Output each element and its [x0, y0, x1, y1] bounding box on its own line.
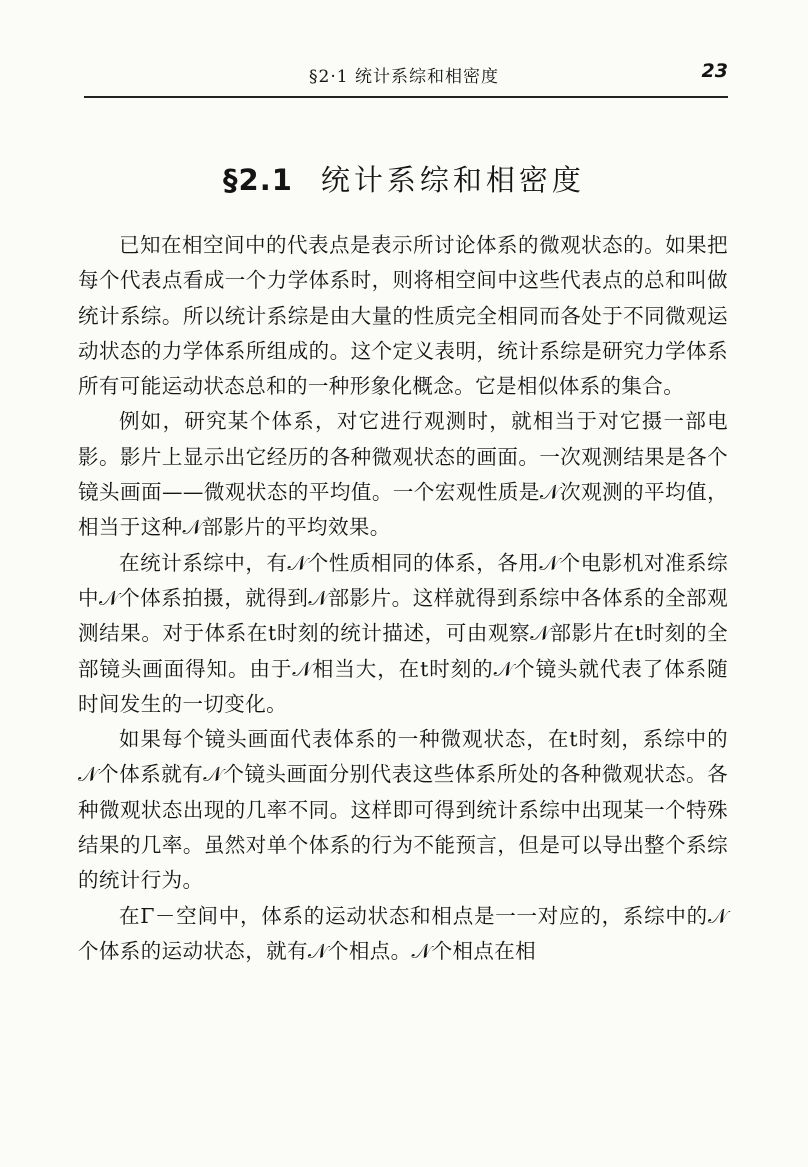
- running-title: §2·1 统计系综和相密度: [309, 67, 499, 87]
- section-heading: [0, 158, 808, 199]
- section-number: §2.1: [223, 163, 293, 197]
- running-head: [80, 58, 728, 92]
- paragraph: 在统计系综中，有𝒩个性质相同的体系，各用𝒩个电影机对准系综中𝒩个体系拍摄，就得到𝒩部影片。这样就得到系综中各体系的全部观测结果。对于体系在t时刻的统计描述，可由观察𝒩部影片在t时刻的全部镜头画面得知。由于𝒩相当大，在t时刻的𝒩个镜头就代表了体系随时间发生的一切变化。: [78, 550, 728, 716]
- header-rule: [84, 96, 728, 98]
- paragraph: 在Γ－空间中，体系的运动状态和相点是一一对应的，系综中的𝒩个体系的运动状态，就有𝒩个相点。𝒩个相点在相: [78, 903, 728, 963]
- paragraph: 已知在相空间中的代表点是表示所讨论体系的微观状态的。如果把每个代表点看成一个力学体系时，则将相空间中这些代表点的总和叫做统计系综。所以统计系综是由大量的性质完全相同而各处于不同微观运动状态的力学体系所组成的。这个定义表明，统计系综是研究力学体系所有可能运动状态总和的一种形象化概念。它是相似体系的集合。: [78, 233, 728, 399]
- paragraph: 例如，研究某个体系，对它进行观测时，就相当于对它摄一部电影。影片上显示出它经历的各种微观状态的画面。一次观测结果是各个镜头画面——微观状态的平均值。一个宏观性质是𝒩次观测的平均值，相当于这种𝒩部影片的平均效果。: [78, 409, 728, 540]
- section-title: 统计系综和相密度: [320, 163, 585, 197]
- body-text: [78, 228, 728, 969]
- paragraph: 如果每个镜头画面代表体系的一种微观状态，在t时刻，系综中的𝒩个体系就有𝒩个镜头画面分别代表这些体系所处的各种微观状态。各种微观状态出现的几率不同。这样即可得到统计系综中出现某一个特殊结果的几率。虽然对单个体系的行为不能预言，但是可以导出整个系综的统计行为。: [78, 727, 728, 893]
- page-number: 23: [701, 60, 728, 82]
